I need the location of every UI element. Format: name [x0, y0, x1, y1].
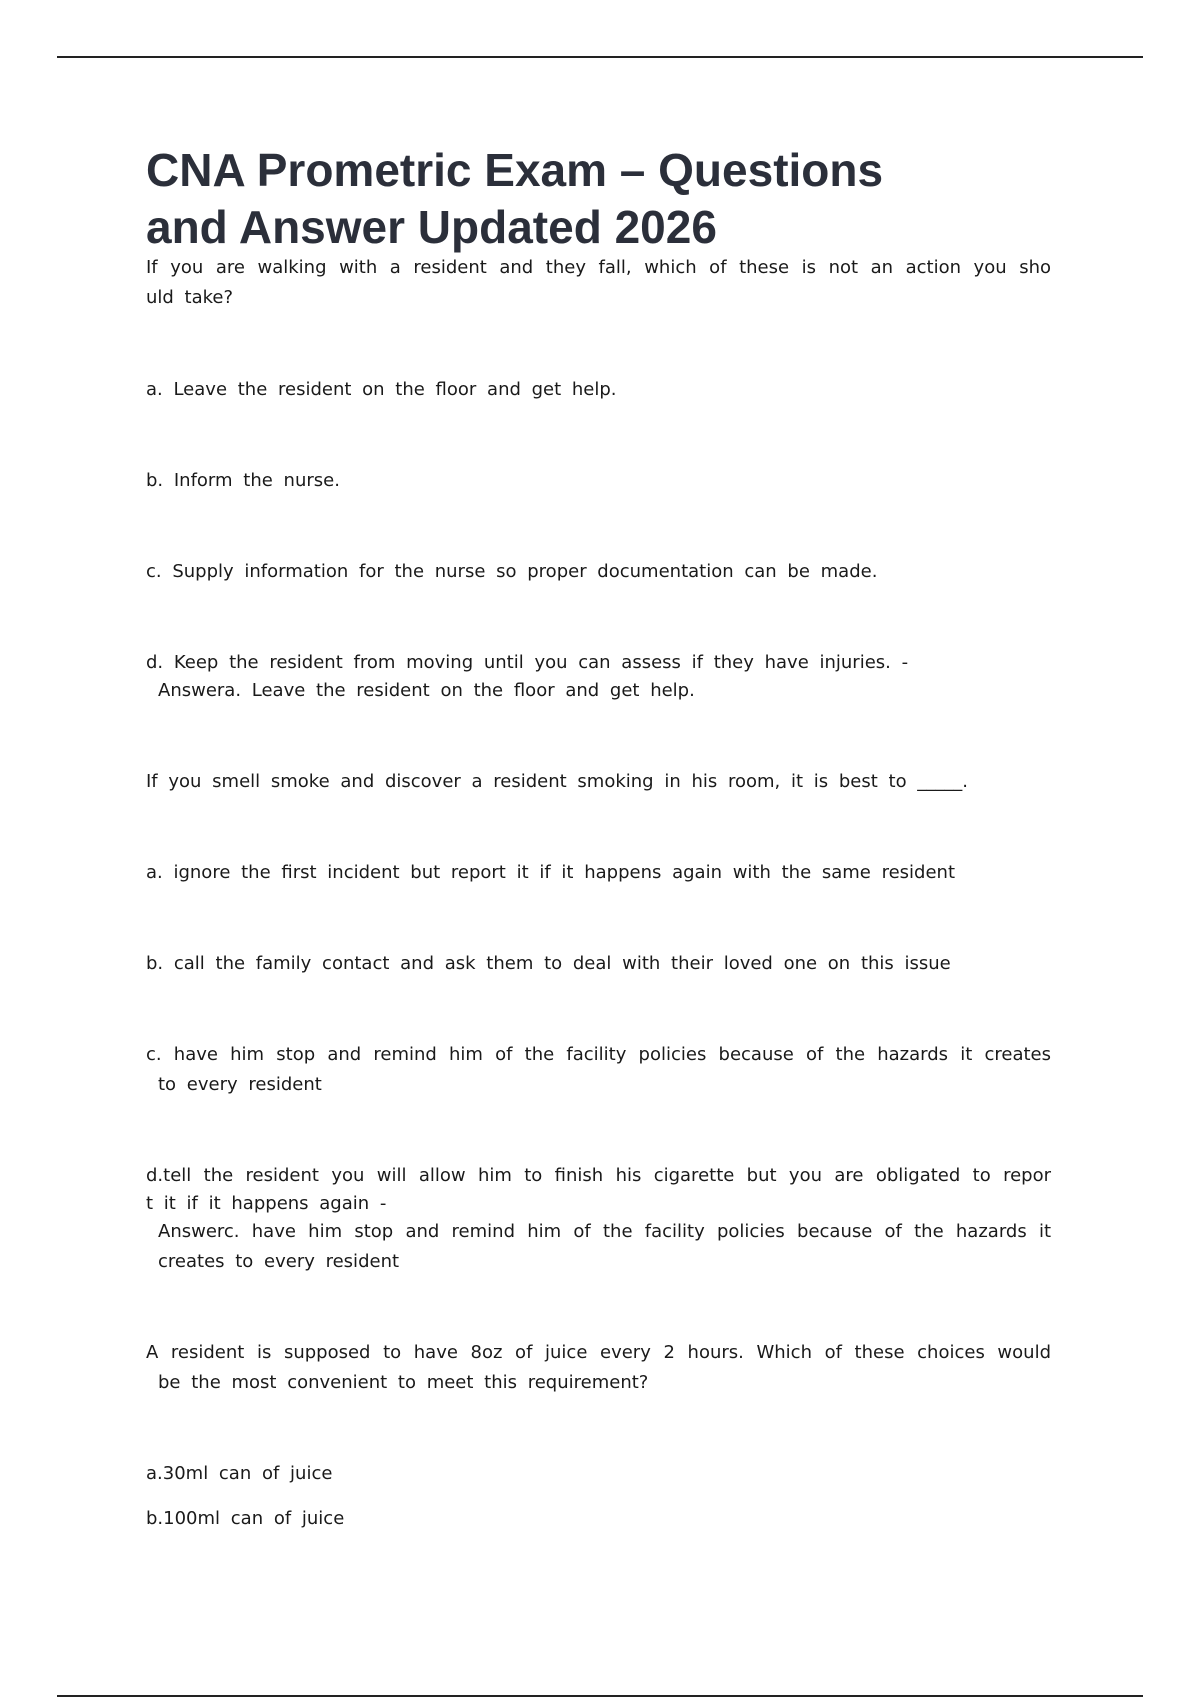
- title-line-2: and Answer Updated 2026: [146, 201, 717, 253]
- question-2-option-c-cont: to every resident: [158, 1074, 322, 1095]
- title-line-1: CNA Prometric Exam – Questions: [146, 144, 884, 196]
- question-2-option-a: a. ignore the first incident but report it if it happens again with the same resident: [146, 862, 956, 883]
- question-1-text: If you are walking with a resident and they fall, which of these is not an action you sho: [146, 257, 1051, 278]
- bottom-rule: [57, 1695, 1143, 1697]
- question-2-option-c: c. have him stop and remind him of the facility policies because of the hazards it creates: [146, 1044, 1051, 1065]
- question-1-option-c: c. Supply information for the nurse so proper documentation can be made.: [146, 561, 878, 582]
- question-3-option-b: b.100ml can of juice: [146, 1508, 345, 1529]
- question-2-answer: Answerc. have him stop and remind him of the facility policies because of the hazards it: [158, 1221, 1051, 1242]
- question-3-text-cont: be the most convenient to meet this requirement?: [158, 1372, 649, 1393]
- document-title: [146, 142, 1046, 256]
- question-2-text: If you smell smoke and discover a resident smoking in his room, it is best to _____.: [146, 771, 969, 792]
- question-1-option-b: b. Inform the nurse.: [146, 470, 340, 491]
- question-1-answer: Answera. Leave the resident on the floor and get help.: [158, 680, 695, 701]
- question-2-answer-cont: creates to every resident: [158, 1251, 400, 1272]
- question-1-option-d: d. Keep the resident from moving until you can assess if they have injuries. -: [146, 652, 909, 673]
- top-rule: [57, 56, 1143, 58]
- question-2-option-b: b. call the family contact and ask them to deal with their loved one on this issue: [146, 953, 951, 974]
- question-2-option-d-cont: t it if it happens again -: [146, 1193, 387, 1214]
- question-1-option-a: a. Leave the resident on the floor and get help.: [146, 379, 617, 400]
- question-3-text: A resident is supposed to have 8oz of juice every 2 hours. Which of these choices would: [146, 1342, 1051, 1363]
- question-2-option-d: d.tell the resident you will allow him to finish his cigarette but you are obligated to repor: [146, 1165, 1051, 1186]
- question-3-option-a: a.30ml can of juice: [146, 1463, 333, 1484]
- question-1-text-cont: uld take?: [146, 287, 234, 308]
